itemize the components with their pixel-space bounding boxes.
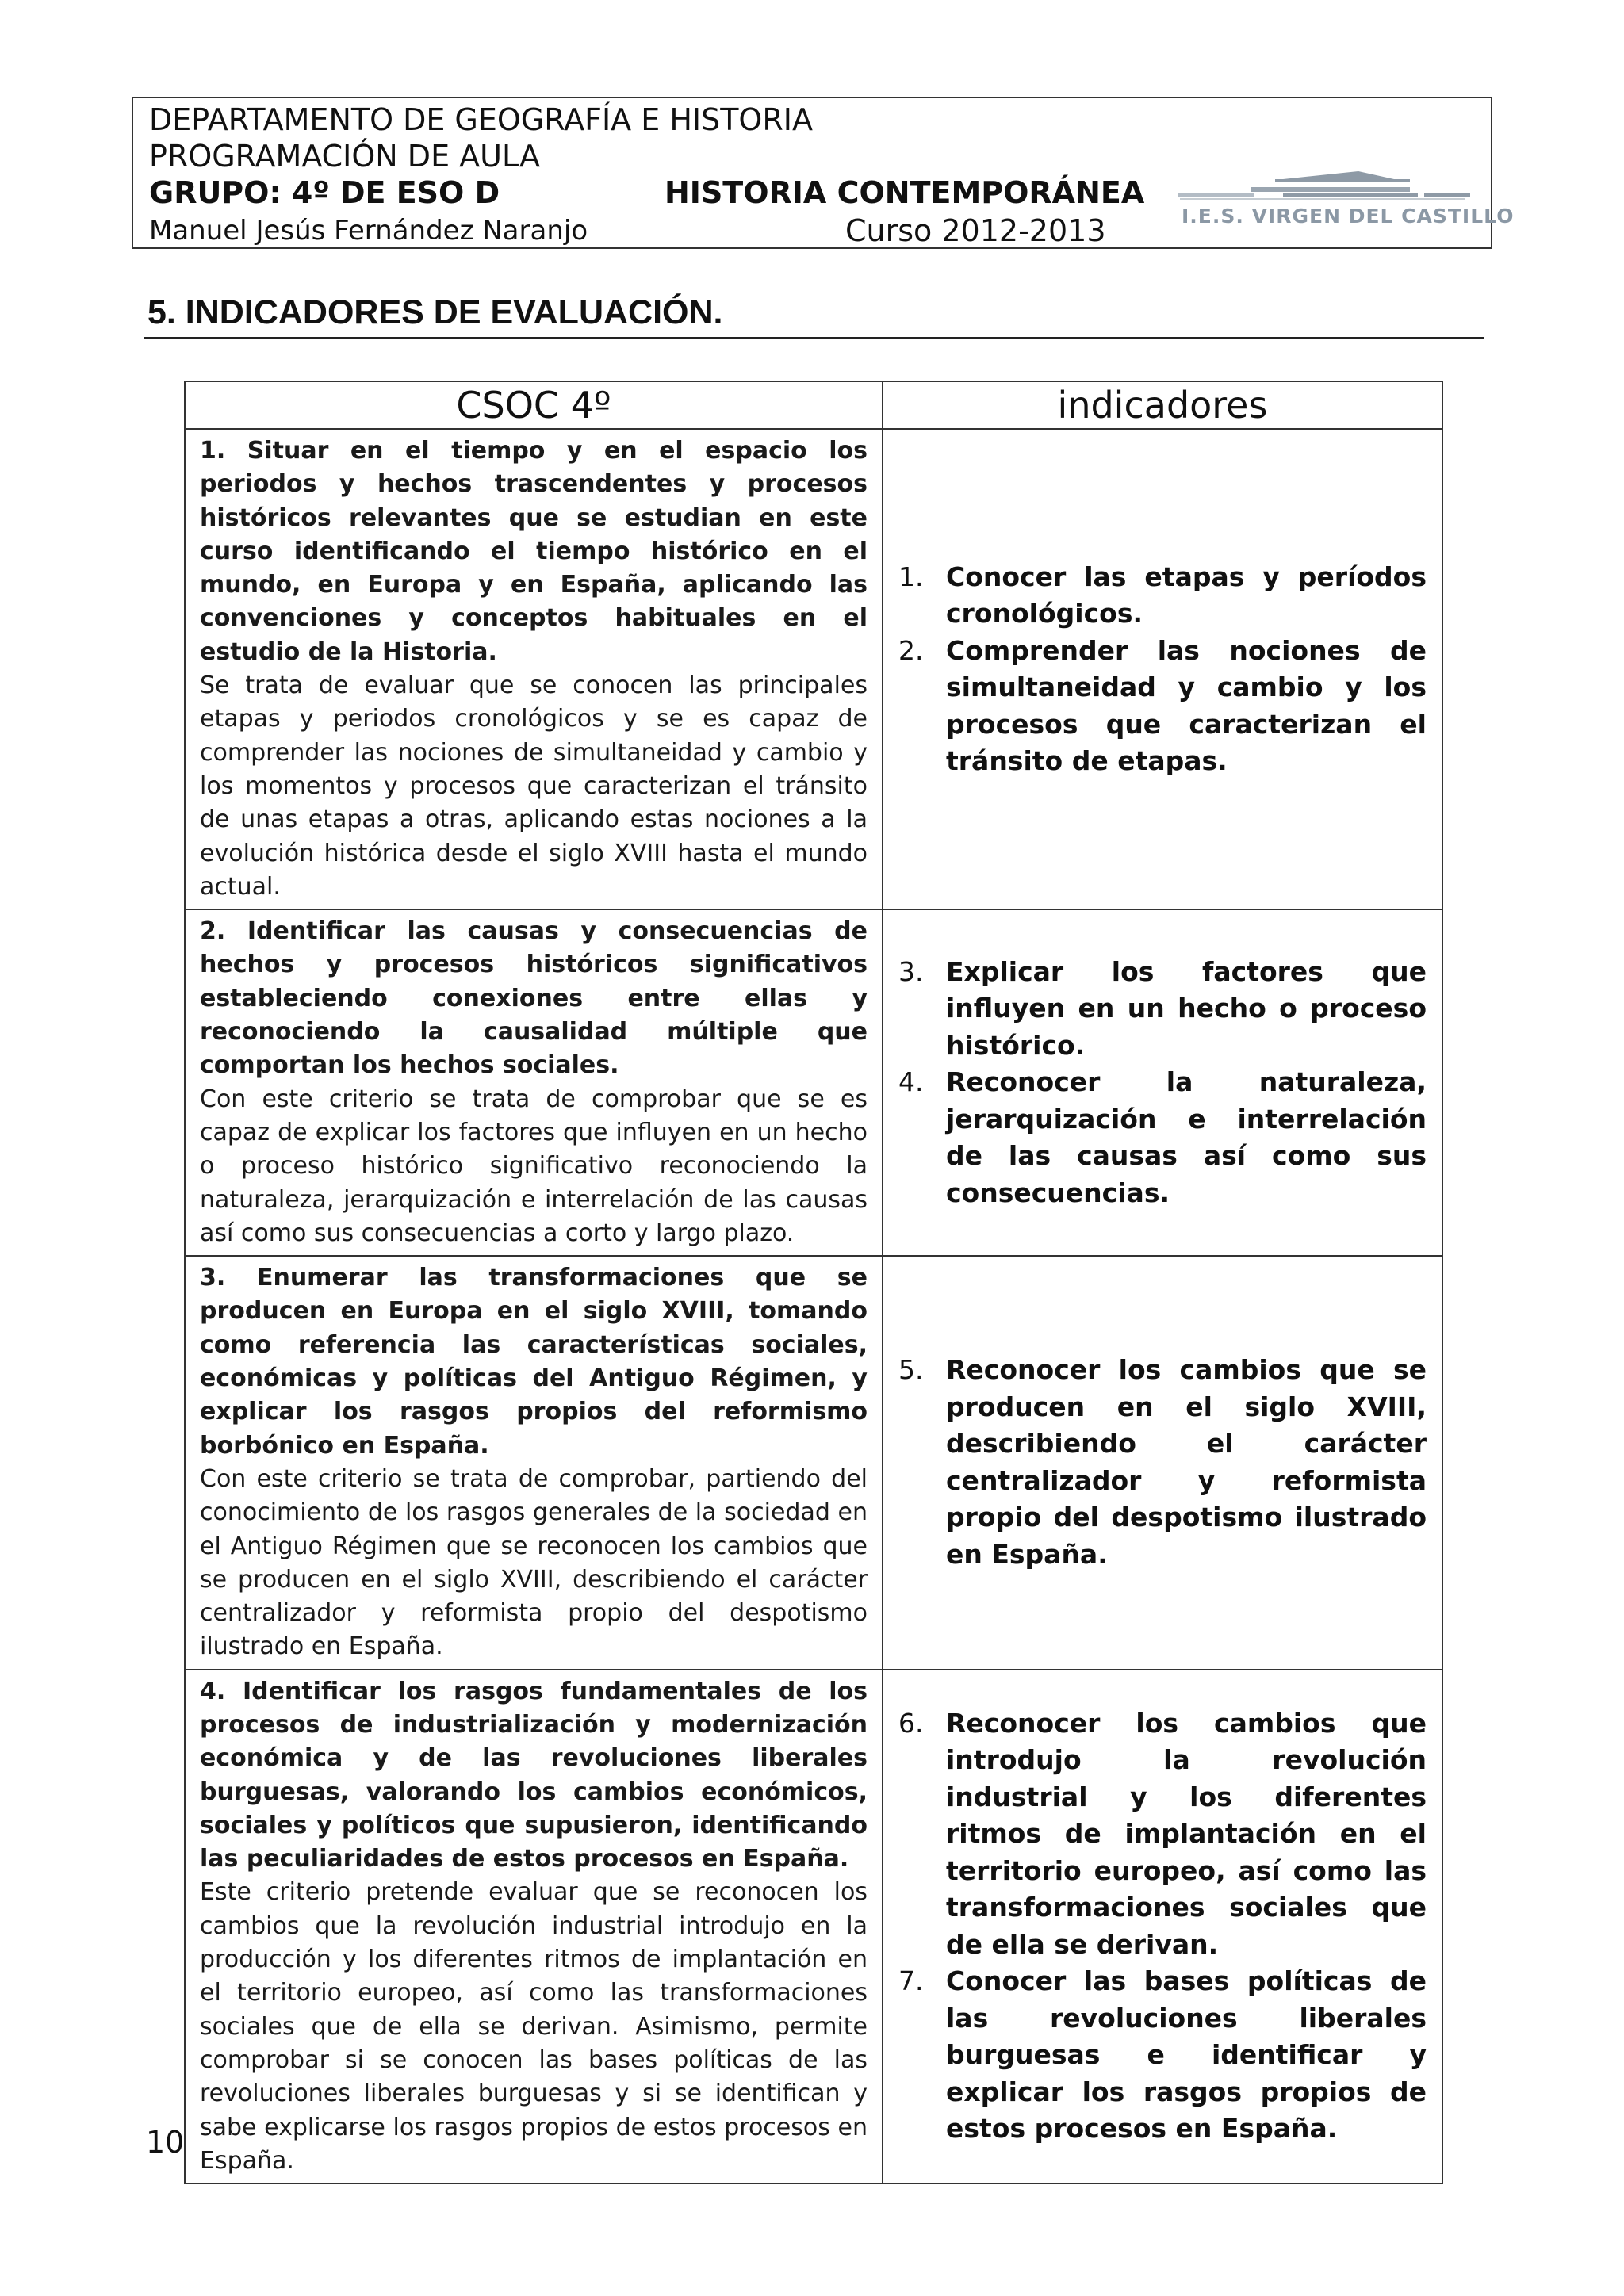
criterion-cell — [185, 909, 883, 1256]
table-row — [185, 909, 1442, 1256]
criterion-title: 4. Identificar los rasgos fundamentales de los procesos de industrialización y modernización económica y de las revoluciones liberales burguesas, valorando los cambios económicos, sociales y políticos que supusieron, identificando las peculiaridades de estos procesos en España. — [200, 1677, 868, 1873]
indicator-item — [898, 559, 1427, 633]
indicator-text: Explicar los factores que influyen en un hecho o proceso histórico. — [946, 955, 1427, 1061]
criterion-title: 1. Situar en el tiempo y en el espacio los periodos y hechos trascendentes y procesos históricos relevantes que se estudian en este curso identificando el tiempo histórico en el mundo, en Europa y en España, aplicando las convenciones y conceptos habituales en el estudio de la Historia. — [200, 437, 868, 666]
subject-label: HISTORIA CONTEMPORÁNEA — [665, 175, 1145, 210]
indicator-item — [898, 1064, 1427, 1211]
indicator-number: 5. — [898, 1354, 924, 1386]
indicator-text: Comprender las nociones de simultaneidad y cambio y los procesos que caracterizan el tránsito de etapas. — [946, 634, 1427, 777]
criterion-description: Se trata de evaluar que se conocen las principales etapas y periodos cronológicos y se es capaz de comprender las nociones de simultaneidad y cambio y los momentos y procesos que caracterizan el tránsito de unas etapas a otras, aplicando estas nociones a la evolución histórica desde el siglo XVIII hasta el mundo actual. — [200, 672, 868, 901]
indicator-number: 3. — [898, 955, 924, 987]
table-row — [185, 429, 1442, 909]
indicator-item — [898, 1963, 1427, 2148]
indicator-text: Reconocer los cambios que introdujo la revolución industrial y los diferentes ritmos de implantación en el territorio europeo, así como las transformaciones sociales que de ella se derivan. — [946, 1707, 1427, 1960]
course-label: Curso 2012-2013 — [845, 213, 1106, 248]
indicator-list — [884, 1705, 1441, 2148]
evaluation-table — [184, 381, 1443, 2184]
indicator-number: 6. — [898, 1707, 924, 1739]
table-header-row — [185, 381, 1442, 429]
indicator-number: 4. — [898, 1066, 924, 1098]
programming-label: PROGRAMACIÓN DE AULA — [149, 139, 540, 174]
indicators-cell — [883, 909, 1442, 1256]
indicator-item — [898, 1705, 1427, 1964]
column-header-csoc: CSOC 4º — [185, 381, 883, 429]
indicator-item — [898, 1352, 1427, 1573]
indicators-cell — [883, 429, 1442, 909]
criterion-cell — [185, 1670, 883, 2183]
section-divider — [144, 337, 1484, 339]
document-header — [132, 97, 1515, 249]
indicator-text: Conocer las etapas y períodos cronológicos. — [946, 561, 1427, 629]
indicator-number: 7. — [898, 1965, 924, 1997]
indicator-list — [884, 559, 1441, 780]
section-title: 5. INDICADORES DE EVALUACIÓN. — [147, 293, 723, 331]
column-header-indicators: indicadores — [883, 381, 1442, 429]
page-number: 10 — [146, 2125, 185, 2160]
school-logo — [1164, 116, 1515, 235]
indicator-number: 2. — [898, 634, 924, 666]
indicator-list — [884, 1352, 1441, 1573]
table-row — [185, 1670, 1442, 2183]
group-label: GRUPO: 4º DE ESO D — [149, 175, 500, 210]
indicator-list — [884, 954, 1441, 1212]
indicator-text: Reconocer los cambios que se producen en el siglo XVIII, describiendo el carácter centralizador y reformista propio del despotismo ilustrado en España. — [946, 1354, 1427, 1570]
criterion-description: Este criterio pretende evaluar que se reconocen los cambios que la revolución industrial introdujo en la producción y los diferentes ritmos de implantación en el territorio europeo, así como las transformaciones sociales que de ella se derivan. Asimismo, permite comprobar si se conocen las bases políticas de las revoluciones liberales burguesas y si se identifican y sabe explicarse los rasgos propios de estos procesos en España. — [200, 1878, 868, 2175]
indicator-item — [898, 633, 1427, 780]
criterion-cell — [185, 1256, 883, 1670]
indicator-number: 1. — [898, 561, 924, 592]
indicators-cell — [883, 1670, 1442, 2183]
indicator-item — [898, 954, 1427, 1065]
criterion-title: 3. Enumerar las transformaciones que se producen en Europa en el siglo XVIII, tomando como referencia las características sociales, económicas y políticas del Antiguo Régimen, y explicar los rasgos propios del reformismo borbónico en España. — [200, 1264, 868, 1460]
school-building-icon — [1164, 116, 1481, 203]
criterion-cell — [185, 429, 883, 909]
indicator-text: Reconocer la naturaleza, jerarquización e interrelación de las causas así como sus consecuencias. — [946, 1066, 1427, 1208]
indicator-text: Conocer las bases políticas de las revoluciones liberales burguesas e identificar y explicar los rasgos propios de estos procesos en España. — [946, 1965, 1427, 2145]
indicators-cell — [883, 1256, 1442, 1670]
table-row — [185, 1256, 1442, 1670]
criterion-title: 2. Identificar las causas y consecuencias de hechos y procesos históricos significativos estableciendo conexiones entre ellas y reconociendo la causalidad múltiple que comportan los hechos sociales. — [200, 917, 868, 1080]
author-name: Manuel Jesús Fernández Naranjo — [149, 215, 588, 247]
criterion-description: Con este criterio se trata de comprobar que se es capaz de explicar los factores que influyen en un hecho o proceso histórico significativo reconociendo la naturaleza, jerarquización e interrelación de las causas así como sus consecuencias a corto y largo plazo. — [200, 1085, 868, 1247]
department-name: DEPARTAMENTO DE GEOGRAFÍA E HISTORIA — [149, 102, 813, 137]
logo-text: I.E.S. VIRGEN DEL CASTILLO — [1182, 205, 1515, 228]
criterion-description: Con este criterio se trata de comprobar, partiendo del conocimiento de los rasgos generales de la sociedad en el Antiguo Régimen que se reconocen los cambios que se producen en el siglo XVIII, describiendo el carácter centralizador y reformista propio del despotismo ilustrado en España. — [200, 1464, 868, 1661]
